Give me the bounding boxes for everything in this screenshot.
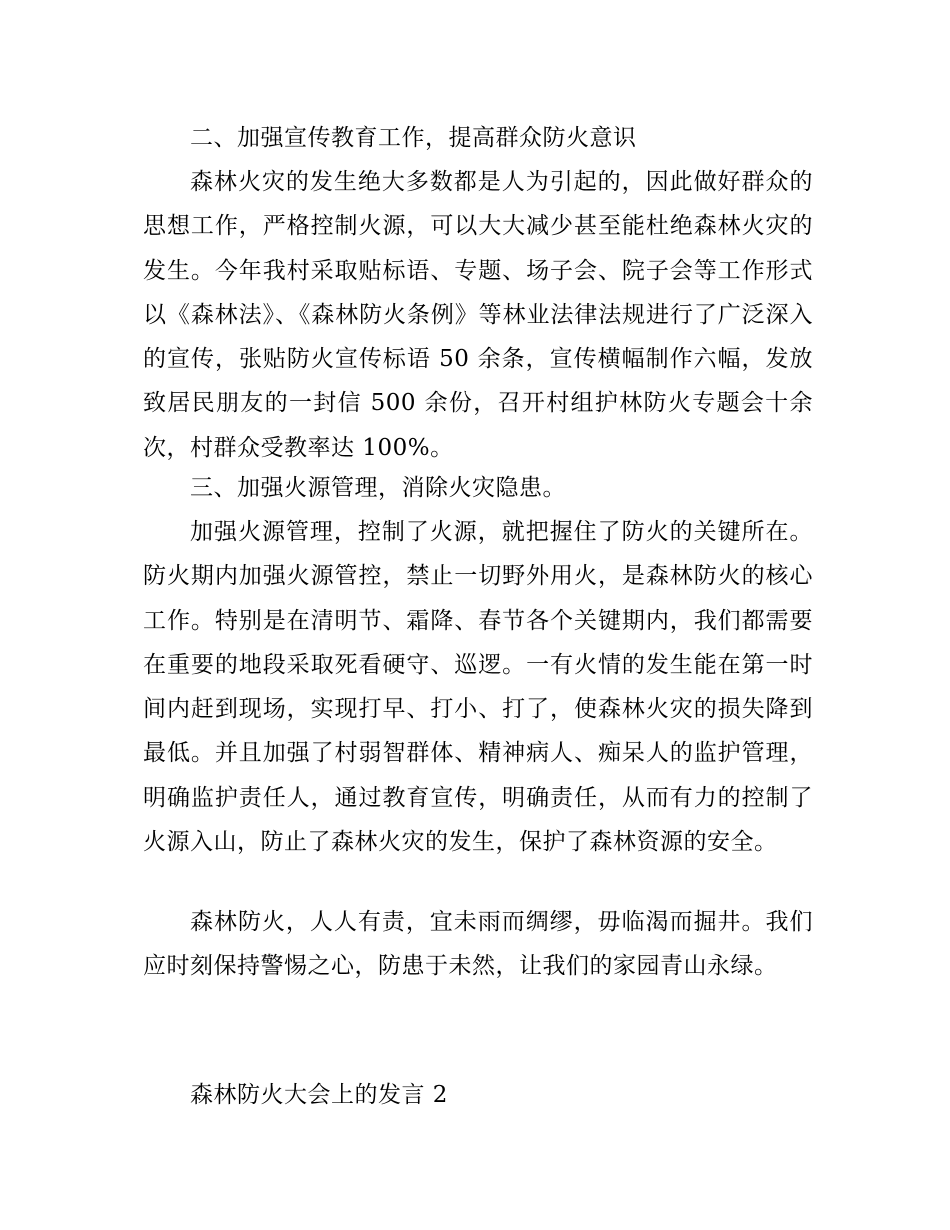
next-speech-title: 森林防火大会上的发言 2 — [190, 1082, 448, 1108]
section-heading-2: 二、加强宣传教育工作，提高群众防火意识 — [190, 125, 637, 151]
paragraph-fire-source-management: 加强火源管理，控制了火源，就把握住了防火的关键所在。防火期内加强火源管控，禁止一切野外用火，是森林防火的核心工作。特别是在清明节、霜降、春节各个关键期内，我们都需要在重要的地段采取死看硬守、巡逻。一有火情的发生能在第一时间内赶到现场，实现打早、打小、打了，使森林火灾的损失降到最低。并且加强了村弱智群体、精神病人、痴呆人的监护管理，明确监护责任人，通过教育宣传，明确责任，从而有力的控制了火源入山，防止了森林火灾的发生，保护了森林资源的安全。 — [143, 519, 813, 856]
paragraph-publicity: 森林火灾的发生绝大多数都是人为引起的，因此做好群众的思想工作，严格控制火源，可以大大减少甚至能杜绝森林火灾的发生。今年我村采取贴标语、专题、场子会、院子会等工作形式以《森林法》、《森林防火条例》等林业法律法规进行了广泛深入的宣传，张贴防火宣传标语 50 余条，宣传横幅制作六幅，发放致居民朋友的一封信 500 余份，召开村组护林防火专题会十余次，村群众受教率达 100%。 — [143, 169, 813, 461]
section-heading-3: 三、加强火源管理，消除火灾隐患。 — [190, 475, 566, 501]
paragraph-closing: 森林防火，人人有责，宜未雨而绸缪，毋临渴而掘井。我们应时刻保持警惕之心，防患于未然，让我们的家园青山永绿。 — [143, 909, 813, 980]
